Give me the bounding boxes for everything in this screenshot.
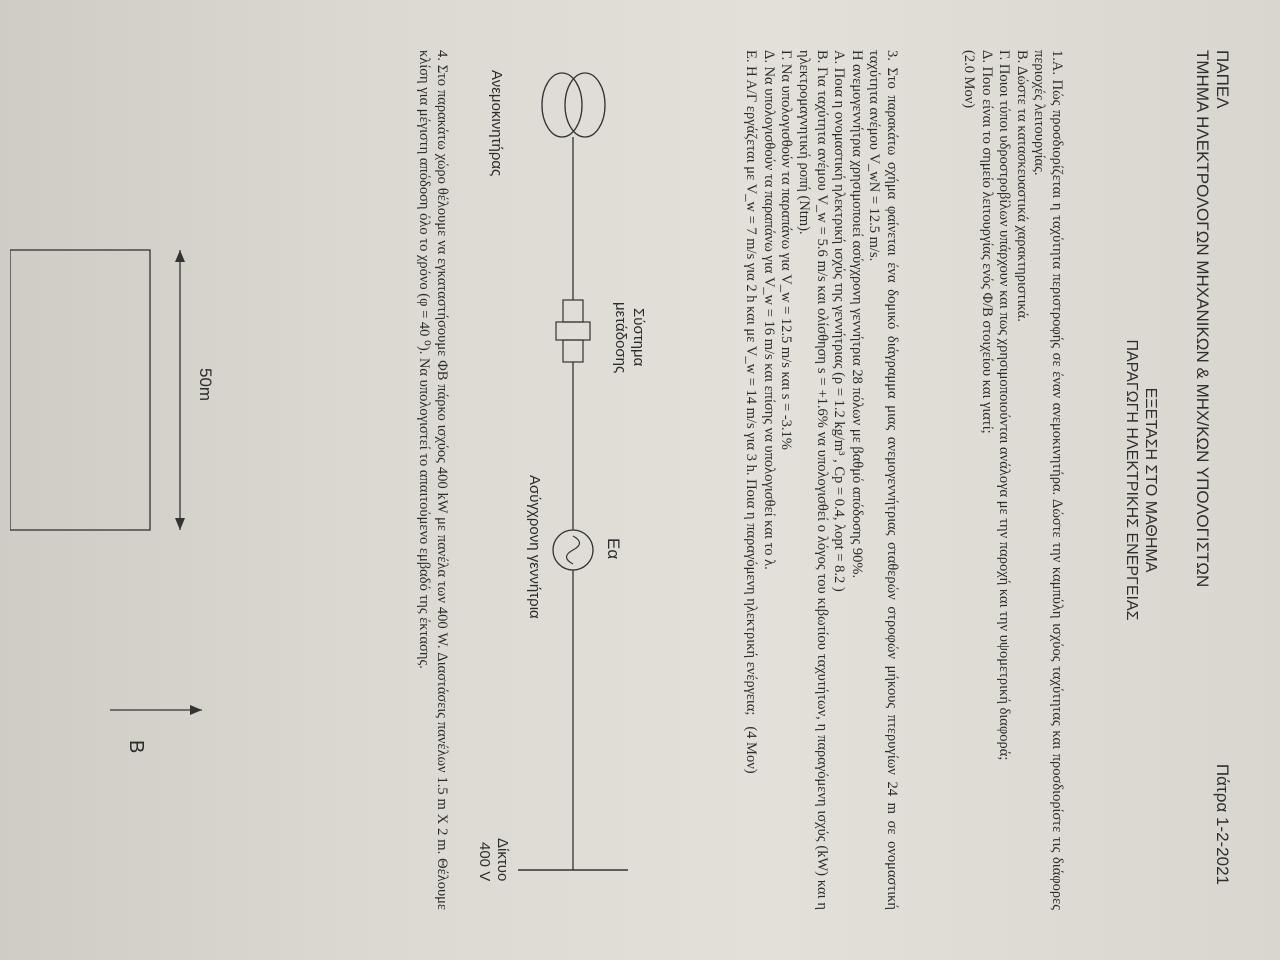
question-1-marks: (2.0 Μον)	[961, 50, 978, 109]
question-1a: 1.Α. Πώς προσδιορίζεται η ταχύτητα περιστροφής σε έναν ανεμοκινητήρα. Δώστε την καμπύλη ισχύος ταχύτητας και προσδιορίστε τις διάφορες περιοχές λειτουργίας.	[1031, 50, 1065, 910]
north-label: Β	[125, 740, 147, 754]
header-left	[1192, 50, 1232, 587]
dimension-label: 50m	[196, 368, 215, 402]
north-arrow-icon	[110, 705, 202, 715]
question-3c: Γ. Να υπολογισθούν τα παραπάνω για V_w = 12.5 m/s και s = -3.1%	[778, 50, 795, 450]
question-3d: Δ. Να υπολογισθούν τα παραπάνω για V_w = 16 m/s και επίσης να υπολογισθεί και το λ.	[760, 50, 777, 570]
wind-turbine-block-diagram	[470, 50, 680, 910]
question-3a: Α. Ποια η ονομαστική ηλεκτρική ισχύς της γεννήτριας (ρ = 1.2 kg/m³ , Cp = 0.4, λopt = 8.2 )	[831, 50, 848, 592]
question-1	[959, 50, 1065, 910]
pv-area-sketch	[10, 50, 250, 910]
exam-title	[1122, 0, 1160, 960]
turbine-label: Ανεμοκινητήρας	[488, 70, 505, 177]
title-line-2: ΠΑΡΑΓΩΓΗ ΗΛΕΚΤΡΙΚΗΣ ΕΝΕΡΓΕΙΑΣ	[1123, 339, 1140, 621]
gearbox-label-2: μετάδοσης	[612, 302, 629, 374]
question-1c: Γ. Ποιοι τύποι υδροστροβίλων υπάρχουν και πως χρησιμοποιούνται ανάλογα με την παροχή και την υψομετρική διαφορά;	[996, 50, 1013, 761]
header-org: ΠΑΠΕΛ	[1213, 50, 1232, 109]
title-line-1: ΕΞΕΤΑΣΗ ΣΤΟ ΜΑΘΗΜΑ	[1142, 387, 1159, 573]
generator-icon	[553, 530, 593, 570]
question-1d: Δ. Ποιο είναι το σημείο λειτουργίας ενός Φ/Β στοιχείου και γιατί;	[978, 50, 995, 434]
question-3-generator: Η ανεμογεννήτρια χρησιμοποιεί ασύγχρονη γεννήτρια 28 πόλων με βαθμό απόδοσης 90%.	[848, 50, 865, 579]
generator-label: Ασύγχρονη γεννήτρια	[526, 475, 543, 619]
wind-turbine-icon	[542, 73, 605, 137]
question-1b: Β. Δώστε τα κατασκευαστικά χαρακτηριστικά.	[1013, 50, 1030, 322]
header-department: ΤΜΗΜΑ ΗΛΕΚΤΡΟΛΟΓΩΝ ΜΗΧΑΝΙΚΩΝ & ΜΗΧ/ΚΩΝ ΥΠΟΛΟΓΙΣΤΩΝ	[1193, 50, 1212, 588]
question-3-marks: (4 Μον)	[743, 726, 760, 774]
gearbox-label-1: Σύστημα	[630, 308, 647, 367]
land-area-rectangle	[10, 250, 150, 530]
question-3b: Β. Για ταχύτητα ανέμου V_w = 5.6 m/s και ολίσθηση s = +1.6% να υπολογισθεί ο λόγος του κιβωτίου ταχυτήτων, η παραγόμενη ισχύς (kW) και η ηλεκτρομαγνητική ροπή (Ntm).	[796, 50, 830, 910]
header-date: Πάτρα 1-2-2021	[1213, 763, 1232, 885]
gearbox-icon	[556, 300, 590, 362]
question-3	[742, 50, 900, 910]
question-3-intro: 3. Στο παρακάτω σχήμα φαίνεται ένα δομικό διάγραμμα μιας ανεμογεννήτριας σταθερών στροφών μήκους πτερυγίων 24 m σε ονομαστική ταχύτητα ανέμου V_wN = 12.5 m/s.	[866, 50, 900, 910]
grid-label-1: Δίκτυο	[494, 838, 511, 882]
dimension-arrow	[175, 250, 185, 530]
question-3e: Ε. Η Α/Γ εργάζεται με V_w = 7 m/s για 2 h και με V_w = 14 m/s για 3 h. Ποια η παραγόμενη ηλεκτρική ενέργεια;	[743, 50, 760, 716]
question-4: 4. Στο παρακάτω χώρο θέλουμε να εγκαταστήσουμε ΦΒ πάρκο ισχύος 400 kW με πανέλα των 400 W. Διαστάσεις πανέλων 1.5 m X 2 m. Θέλουμε κλίση για μέγιστη απόδοση όλο το χρόνο (φ = 40 ⁰). Να υπολογιστεί το απαιτούμενο εμβαδό της έκτασης.	[416, 50, 450, 910]
emf-label: Εα	[604, 538, 623, 560]
grid-label-2: 400 V	[476, 842, 493, 882]
